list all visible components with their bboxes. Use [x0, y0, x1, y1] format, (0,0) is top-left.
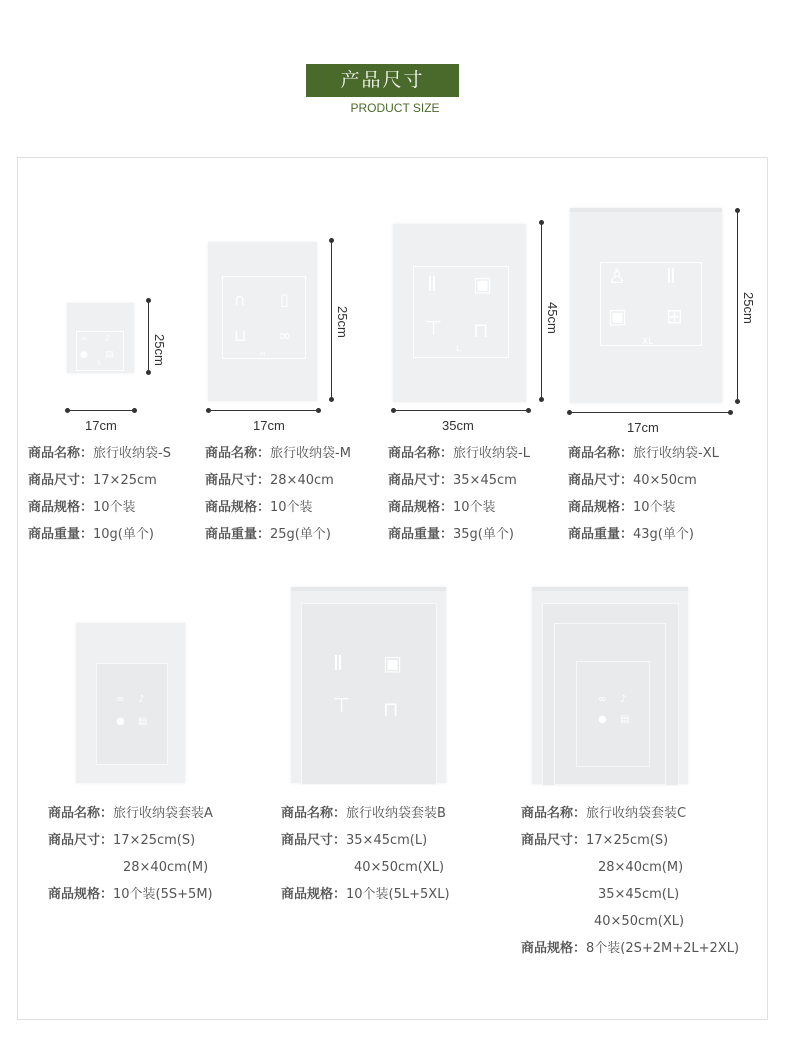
width-label: 17cm	[253, 418, 285, 433]
set-spec: 10个装(5L+5XL)	[346, 887, 450, 902]
width-label: 17cm	[85, 418, 117, 433]
coat-icon: ⊞	[666, 304, 683, 328]
bag-m-image	[208, 242, 317, 401]
height-dimension-line	[737, 210, 738, 402]
dress-icon: ♙	[608, 264, 626, 288]
height-dimension-line	[148, 300, 149, 373]
sock-icon: ♪	[105, 334, 111, 344]
card-icon: ▤	[620, 714, 630, 725]
product-size: 35×45cm	[453, 473, 517, 488]
product-weight: 10g(单个)	[93, 527, 154, 542]
width-label: 35cm	[442, 418, 474, 433]
set-size: 40×50cm(XL)	[354, 860, 445, 875]
sock-icon: ♪	[620, 694, 627, 705]
width-dimension-line	[67, 410, 135, 411]
height-label: 25cm	[152, 334, 167, 366]
shorts-icon: ⊓	[383, 697, 399, 721]
shirt-icon: ▣	[473, 272, 492, 296]
width-dimension-line	[393, 410, 529, 411]
bag-size-mark: XL	[642, 337, 654, 347]
bag-size-mark: M	[260, 351, 266, 358]
set-name: 旅行收纳袋套装A	[113, 806, 213, 821]
card-icon: ▤	[105, 350, 114, 360]
pill-icon: ●	[116, 716, 125, 727]
set-size: 35×45cm(L)	[346, 833, 428, 848]
product-spec: 10个装	[93, 500, 136, 515]
height-dimension-line	[541, 222, 542, 400]
set-size: 17×25cm(S)	[113, 833, 196, 848]
product-info-l: 商品名称：旅行收纳袋-L 商品尺寸：35×45cm 商品规格：10个装 商品重量：35g(单个)	[388, 446, 530, 542]
glasses-icon: ∞	[80, 334, 88, 344]
jar-icon: ⊔	[234, 326, 247, 345]
shorts-icon: ⊓	[473, 318, 489, 342]
pill-icon: ●	[598, 714, 607, 725]
bag-xl-image	[570, 208, 722, 403]
bottle-icon: ▯	[280, 290, 289, 309]
product-size: 17×25cm	[93, 473, 157, 488]
product-weight: 35g(单个)	[453, 527, 514, 542]
height-label: 45cm	[545, 302, 560, 334]
product-spec: 10个装	[453, 500, 496, 515]
bra-icon: ∞	[278, 326, 292, 345]
product-size: 40×50cm	[633, 473, 697, 488]
product-weight: 25g(单个)	[270, 527, 331, 542]
set-name: 旅行收纳袋套装C	[586, 806, 687, 821]
tshirt-icon: ⊤	[425, 316, 443, 340]
product-spec: 10个装	[270, 500, 313, 515]
height-dimension-line	[331, 240, 332, 400]
height-label: 25cm	[335, 306, 350, 338]
set-spec: 10个装(5S+5M)	[113, 887, 213, 902]
section-title: 产品尺寸	[306, 64, 459, 97]
set-spec: 8个装(2S+2M+2L+2XL)	[586, 941, 740, 956]
set-a-image	[76, 623, 185, 783]
product-name: 旅行收纳袋-S	[93, 446, 171, 461]
height-label: 25cm	[741, 292, 756, 324]
set-size: 28×40cm(M)	[123, 860, 209, 875]
product-weight: 43g(单个)	[633, 527, 694, 542]
product-size: 28×40cm	[270, 473, 334, 488]
pants-icon: Ⅱ	[666, 264, 676, 288]
product-name: 旅行收纳袋-M	[270, 446, 351, 461]
product-name: 旅行收纳袋-XL	[633, 446, 719, 461]
width-dimension-line	[208, 410, 319, 411]
set-c-image	[532, 587, 688, 784]
bag-l-image	[393, 224, 526, 402]
shirt-icon: ▣	[608, 304, 627, 328]
shirt-icon: ▣	[383, 651, 402, 675]
bag-size-mark: L	[456, 344, 461, 353]
product-name: 旅行收纳袋-L	[453, 446, 530, 461]
set-info-c: 商品名称：旅行收纳袋套装C 商品尺寸：17×25cm(S) 28×40cm(M) 35×45cm(L) 40×50cm(XL) 商品规格：8个装(2S+2M+2L+2XL)	[521, 806, 740, 956]
set-name: 旅行收纳袋套装B	[346, 806, 446, 821]
pill-icon: ●	[80, 350, 88, 360]
bag-s-image	[67, 303, 134, 373]
width-dimension-line	[569, 412, 731, 413]
set-size: 28×40cm(M)	[598, 860, 684, 875]
tshirt-icon: ⊤	[333, 693, 351, 717]
set-size: 35×45cm(L)	[598, 887, 680, 902]
sock-icon: ♪	[138, 694, 145, 705]
glasses-icon: ∞	[598, 694, 607, 705]
set-info-b: 商品名称：旅行收纳袋套装B 商品尺寸：35×45cm(L) 40×50cm(XL) 商品规格：10个装(5L+5XL)	[281, 806, 450, 902]
slippers-icon: ∩	[234, 290, 246, 309]
pants-icon: Ⅱ	[427, 272, 437, 296]
product-info-m: 商品名称：旅行收纳袋-M 商品尺寸：28×40cm 商品规格：10个装 商品重量：25g(单个)	[205, 446, 351, 542]
product-info-s: 商品名称：旅行收纳袋-S 商品尺寸：17×25cm 商品规格：10个装 商品重量：10g(单个)	[28, 446, 171, 542]
pants-icon: Ⅱ	[333, 651, 343, 675]
set-size: 17×25cm(S)	[586, 833, 669, 848]
set-size: 40×50cm(XL)	[594, 914, 685, 929]
bag-size-mark: S	[97, 360, 101, 367]
glasses-icon: ∞	[116, 694, 125, 705]
set-info-a: 商品名称：旅行收纳袋套装A 商品尺寸：17×25cm(S) 28×40cm(M) 商品规格：10个装(5S+5M)	[48, 806, 213, 902]
card-icon: ▤	[138, 716, 148, 727]
product-info-xl: 商品名称：旅行收纳袋-XL 商品尺寸：40×50cm 商品规格：10个装 商品重量：43g(单个)	[568, 446, 719, 542]
width-label: 17cm	[627, 420, 659, 435]
product-spec: 10个装	[633, 500, 676, 515]
section-subtitle: PRODUCT SIZE	[350, 101, 440, 115]
set-b-image	[291, 587, 446, 783]
